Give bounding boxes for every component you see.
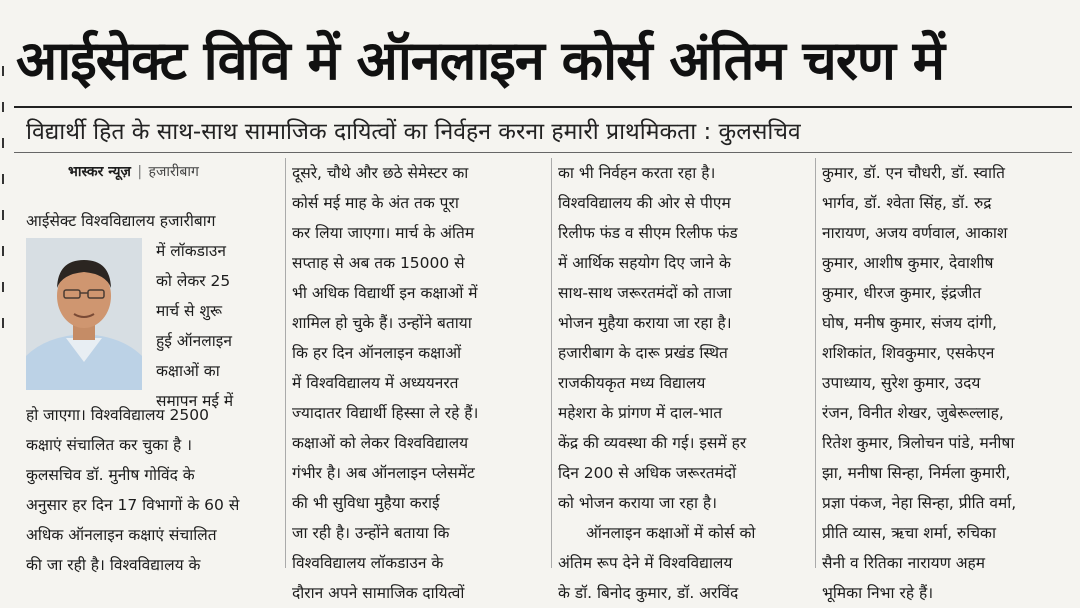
text-line: हजारीबाग के दारू प्रखंड स्थित bbox=[558, 344, 728, 362]
text-line: भी अधिक विद्यार्थी इन कक्षाओं में bbox=[292, 284, 478, 302]
person-portrait-icon bbox=[26, 238, 142, 390]
article-column-4 bbox=[822, 158, 1074, 608]
text-line: कर लिया जाएगा। मार्च के अंतिम bbox=[292, 224, 475, 242]
text-line: दिन 200 से अधिक जरूरतमंदों bbox=[558, 464, 737, 482]
text-line: के डॉ. बिनोद कुमार, डॉ. अरविंद bbox=[558, 584, 739, 602]
registrar-photo bbox=[26, 238, 142, 390]
column-rule bbox=[551, 158, 552, 568]
text-line: कुलसचिव डॉ. मुनीष गोविंद के bbox=[26, 466, 195, 484]
text-line: शशिकांत, शिवकुमार, एसकेएन bbox=[822, 344, 995, 362]
text-line: नारायण, अजय वर्णवाल, आकाश bbox=[822, 224, 1008, 242]
text-line: रिलीफ फंड व सीएम रिलीफ फंड bbox=[558, 224, 738, 242]
text-line: हो जाएगा। विश्वविद्यालय 2500 bbox=[26, 406, 209, 424]
subheadline: विद्यार्थी हित के साथ-साथ सामाजिक दायित्वों का निर्वहन करना हमारी प्राथमिकता : कुलसचिव bbox=[26, 119, 801, 145]
text-line: कुमार, धीरज कुमार, इंद्रजीत bbox=[822, 284, 982, 302]
column-rule bbox=[285, 158, 286, 568]
text-line: कुमार, आशीष कुमार, देवाशीष bbox=[822, 254, 994, 272]
text-line: कक्षाओं को लेकर विश्वविद्यालय bbox=[292, 434, 469, 452]
text-line: अनुसार हर दिन 17 विभागों के 60 से bbox=[26, 496, 240, 514]
text-line: की जा रही है। विश्वविद्यालय के bbox=[26, 556, 201, 574]
text-line: घोष, मनीष कुमार, संजय दांगी, bbox=[822, 314, 997, 332]
column-rule bbox=[815, 158, 816, 568]
text-line: भूमिका निभा रहे हैं। bbox=[822, 584, 934, 602]
text-line: कुमार, डॉ. एन चौधरी, डॉ. स्वाति bbox=[822, 164, 1005, 182]
headline: आईसेक्ट विवि में ऑनलाइन कोर्स अंतिम चरण में bbox=[16, 29, 945, 92]
byline-separator: | bbox=[137, 164, 143, 180]
subheadline-divider bbox=[14, 152, 1072, 153]
text-line: प्रज्ञा पंकज, नेहा सिन्हा, प्रीति वर्मा, bbox=[822, 494, 1017, 512]
text-line: विश्वविद्यालय की ओर से पीएम bbox=[558, 194, 731, 212]
text-line: जा रही है। उन्होंने बताया कि bbox=[292, 524, 450, 542]
text-line: राजकीयकृत मध्य विद्यालय bbox=[558, 374, 706, 392]
text-line: रितेश कुमार, त्रिलोचन पांडे, मनीषा bbox=[822, 434, 1015, 452]
article-column-1-wrap bbox=[156, 236, 274, 416]
text-line: को भोजन कराया जा रहा है। bbox=[558, 494, 718, 512]
text-line: को लेकर 25 bbox=[156, 272, 231, 290]
text-line: सैनी व रितिका नारायण अहम bbox=[822, 554, 986, 572]
article-column-2 bbox=[292, 158, 546, 608]
text-line: दौरान अपने सामाजिक दायित्वों bbox=[292, 584, 465, 602]
text-line: ज्यादातर विद्यार्थी हिस्सा ले रहे हैं। bbox=[292, 404, 479, 422]
text-line: में लॉकडाउन bbox=[156, 242, 227, 260]
text-line: में विश्वविद्यालय में अध्ययनरत bbox=[292, 374, 459, 392]
text-line: हुई ऑनलाइन bbox=[156, 332, 232, 350]
byline-agency: भास्कर न्यूज़ bbox=[68, 164, 131, 180]
text-line: का भी निर्वहन करता रहा है। bbox=[558, 164, 716, 182]
text-line: सप्ताह से अब तक 15000 से bbox=[292, 254, 465, 272]
text-line: आईसेक्ट विश्वविद्यालय हजारीबाग bbox=[26, 212, 216, 230]
text-line: अंतिम रूप देने में विश्वविद्यालय bbox=[558, 554, 733, 572]
article-column-1-rest bbox=[26, 400, 276, 580]
text-line: प्रीति व्यास, ऋचा शर्मा, रुचिका bbox=[822, 524, 996, 542]
text-line: झा, मनीषा सिन्हा, निर्मला कुमारी, bbox=[822, 464, 1011, 482]
text-line: भार्गव, डॉ. श्वेता सिंह, डॉ. रुद्र bbox=[822, 194, 992, 212]
text-line: समापन मई में bbox=[156, 392, 234, 410]
article-column-3 bbox=[558, 158, 810, 608]
text-line: गंभीर है। अब ऑनलाइन प्लेसमेंट bbox=[292, 464, 475, 482]
text-line: कक्षाएं संचालित कर चुका है । bbox=[26, 436, 193, 454]
text-line: दूसरे, चौथे और छठे सेमेस्टर का bbox=[292, 164, 469, 182]
page-edge-marks bbox=[0, 40, 6, 328]
headline-divider bbox=[14, 106, 1072, 108]
byline-place: हजारीबाग bbox=[148, 164, 199, 180]
byline bbox=[68, 161, 199, 183]
text-line: शामिल हो चुके हैं। उन्होंने बताया bbox=[292, 314, 472, 332]
text-line: अधिक ऑनलाइन कक्षाएं संचालित bbox=[26, 526, 217, 544]
text-line: महेशरा के प्रांगण में दाल-भात bbox=[558, 404, 723, 422]
text-line: साथ-साथ जरूरतमंदों को ताजा bbox=[558, 284, 732, 302]
text-line: कक्षाओं का bbox=[156, 362, 220, 380]
text-line: भोजन मुहैया कराया जा रहा है। bbox=[558, 314, 732, 332]
text-line: की भी सुविधा मुहैया कराई bbox=[292, 494, 440, 512]
article-column-1 bbox=[26, 206, 276, 236]
text-line: रंजन, विनीत शेखर, जुबेरूल्लाह, bbox=[822, 404, 1004, 422]
text-line: मार्च से शुरू bbox=[156, 302, 223, 320]
text-line: उपाध्याय, सुरेश कुमार, उदय bbox=[822, 374, 981, 392]
text-line: विश्वविद्यालय लॉकडाउन के bbox=[292, 554, 444, 572]
text-line: ऑनलाइन कक्षाओं में कोर्स को bbox=[586, 524, 756, 542]
text-line: केंद्र की व्यवस्था की गई। इसमें हर bbox=[558, 434, 747, 452]
text-line: कोर्स मई माह के अंत तक पूरा bbox=[292, 194, 459, 212]
text-line: कि हर दिन ऑनलाइन कक्षाओं bbox=[292, 344, 462, 362]
text-line: में आर्थिक सहयोग दिए जाने के bbox=[558, 254, 731, 272]
